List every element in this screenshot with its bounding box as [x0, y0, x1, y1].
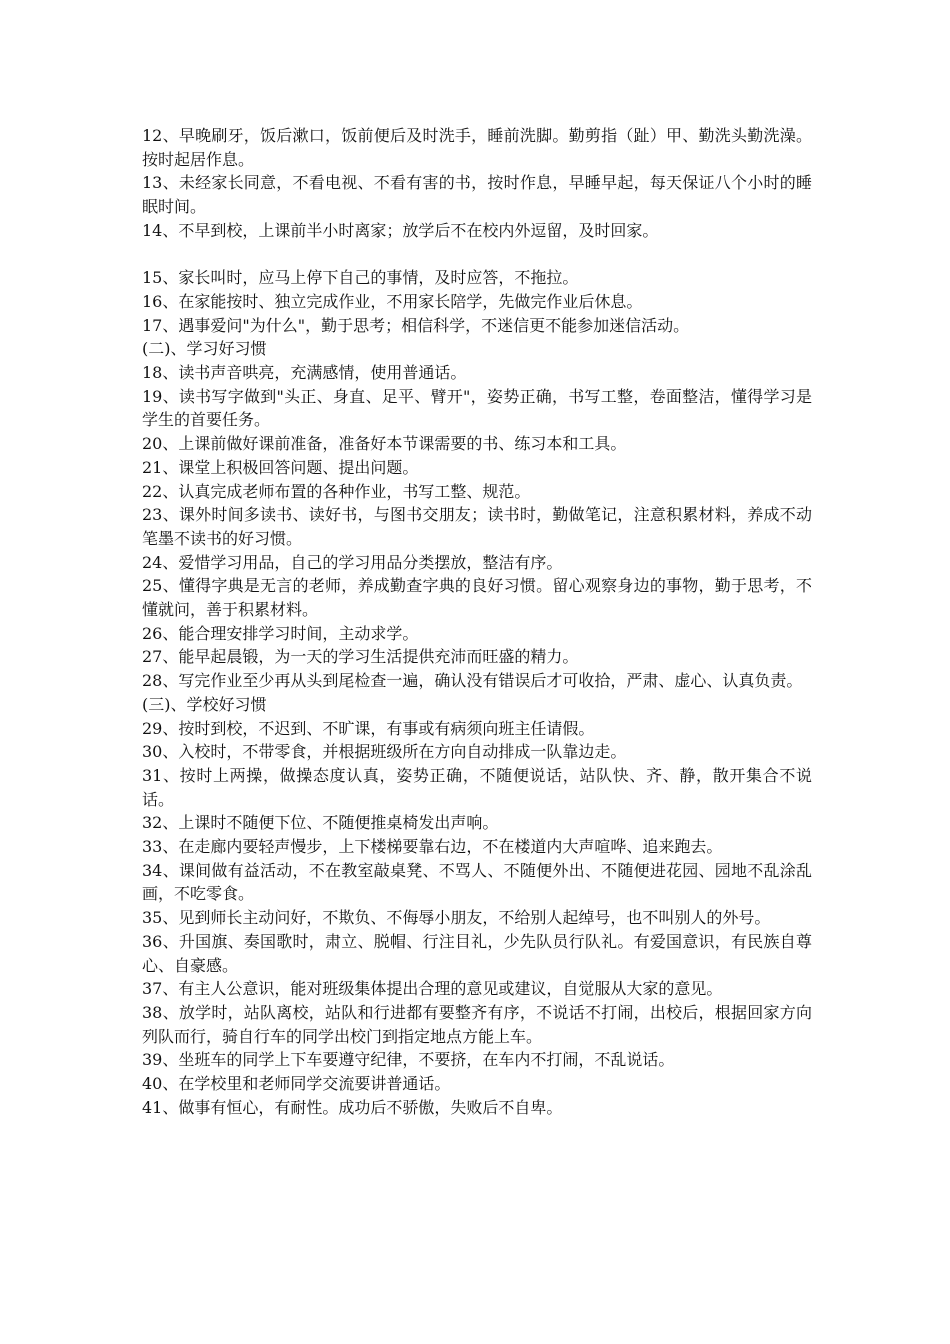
item-14: 14、不早到校，上课前半小时离家；放学后不在校内外逗留，及时回家。: [142, 220, 659, 240]
item-27: 27、能早起晨锻，为一天的学习生活提供充沛而旺盛的精力。: [142, 647, 579, 667]
item-23: 23、课外时间多读书、读好书，与图书交朋友；读书时，勤做笔记，注意积累材料，养成不动笔墨不读书的好习惯。: [142, 505, 812, 548]
blank-line: [142, 243, 812, 267]
item-36: 36、升国旗、奏国歌时，肃立、脱帽、行注目礼，少先队员行队礼。有爱国意识，有民族自尊心、自豪感。: [142, 931, 812, 975]
item-34: 34、课间做有益活动，不在教室敲桌凳、不骂人、不随便外出、不随便进花园、园地不乱涂乱画，不吃零食。: [142, 860, 812, 904]
item-12: 12、早晚刷牙，饭后漱口，饭前便后及时洗手，睡前洗脚。勤剪指（趾）甲、勤洗头勤洗澡。按时起居作息。: [142, 126, 812, 169]
item-16: 16、在家能按时、独立完成作业，不用家长陪学，先做完作业后休息。: [142, 291, 643, 311]
item-38: 38、放学时，站队离校，站队和行进都有要整齐有序，不说话不打闹，出校后，根据回家方向列队而行，骑自行车的同学出校门到指定地点方能上车。: [142, 1003, 812, 1046]
item-17: 17、遇事爱问"为什么"，勤于思考；相信科学，不迷信更不能参加迷信活动。: [142, 315, 690, 335]
item-20: 20、上课前做好课前准备，准备好本节课需要的书、练习本和工具。: [142, 434, 627, 454]
item-15: 15、家长叫时，应马上停下自己的事情，及时应答，不拖拉。: [142, 268, 579, 288]
item-25: 25、懂得字典是无言的老师，养成勤查字典的良好习惯。留心观察身边的事物，勤于思考，不懂就问，善于积累材料。: [142, 576, 812, 620]
item-28: 28、写完作业至少再从头到尾检查一遍，确认没有错误后才可收拾，严肃、虚心、认真负责。: [142, 671, 803, 691]
item-26: 26、能合理安排学习时间，主动求学。: [142, 623, 419, 643]
item-41: 41、做事有恒心，有耐性。成功后不骄傲，失败后不自卑。: [142, 1097, 563, 1117]
item-35: 35、见到师长主动问好，不欺负、不侮辱小朋友，不给别人起绰号，也不叫别人的外号。: [142, 908, 771, 928]
item-19: 19、读书写字做到"头正、身直、足平、臂开"，姿势正确，书写工整，卷面整洁，懂得学习是学生的首要任务。: [142, 386, 812, 430]
item-32: 32、上课时不随便下位、不随便推桌椅发出声响。: [142, 813, 499, 833]
item-31: 31、按时上两操，做操态度认真，姿势正确，不随便说话，站队快、齐、静，散开集合不说话。: [142, 765, 812, 809]
item-33: 33、在走廊内要轻声慢步，上下楼梯要靠右边，不在楼道内大声喧哗、追来跑去。: [142, 837, 723, 857]
item-13: 13、未经家长同意，不看电视、不看有害的书，按时作息，早睡早起，每天保证八个小时的睡眠时间。: [142, 173, 812, 217]
item-22: 22、认真完成老师布置的各种作业，书写工整、规范。: [142, 481, 531, 501]
item-24: 24、爱惜学习用品，自己的学习用品分类摆放，整洁有序。: [142, 552, 563, 572]
item-37: 37、有主人公意识，能对班级集体提出合理的意见或建议，自觉服从大家的意见。: [142, 979, 723, 999]
item-29: 29、按时到校，不迟到、不旷课，有事或有病须向班主任请假。: [142, 718, 595, 738]
item-21: 21、课堂上积极回答问题、提出问题。: [142, 457, 419, 477]
item-39: 39、坐班车的同学上下车要遵守纪律，不要挤，在车内不打闹，不乱说话。: [142, 1050, 675, 1070]
section-heading-school-habits: (三)、学校好习惯: [142, 694, 267, 714]
item-40: 40、在学校里和老师同学交流要讲普通话。: [142, 1074, 451, 1094]
item-18: 18、读书声音哄亮，充满感情，使用普通话。: [142, 363, 467, 383]
section-heading-study-habits: (二)、学习好习惯: [142, 339, 267, 359]
item-30: 30、入校时，不带零食，并根据班级所在方向自动排成一队靠边走。: [142, 742, 627, 762]
